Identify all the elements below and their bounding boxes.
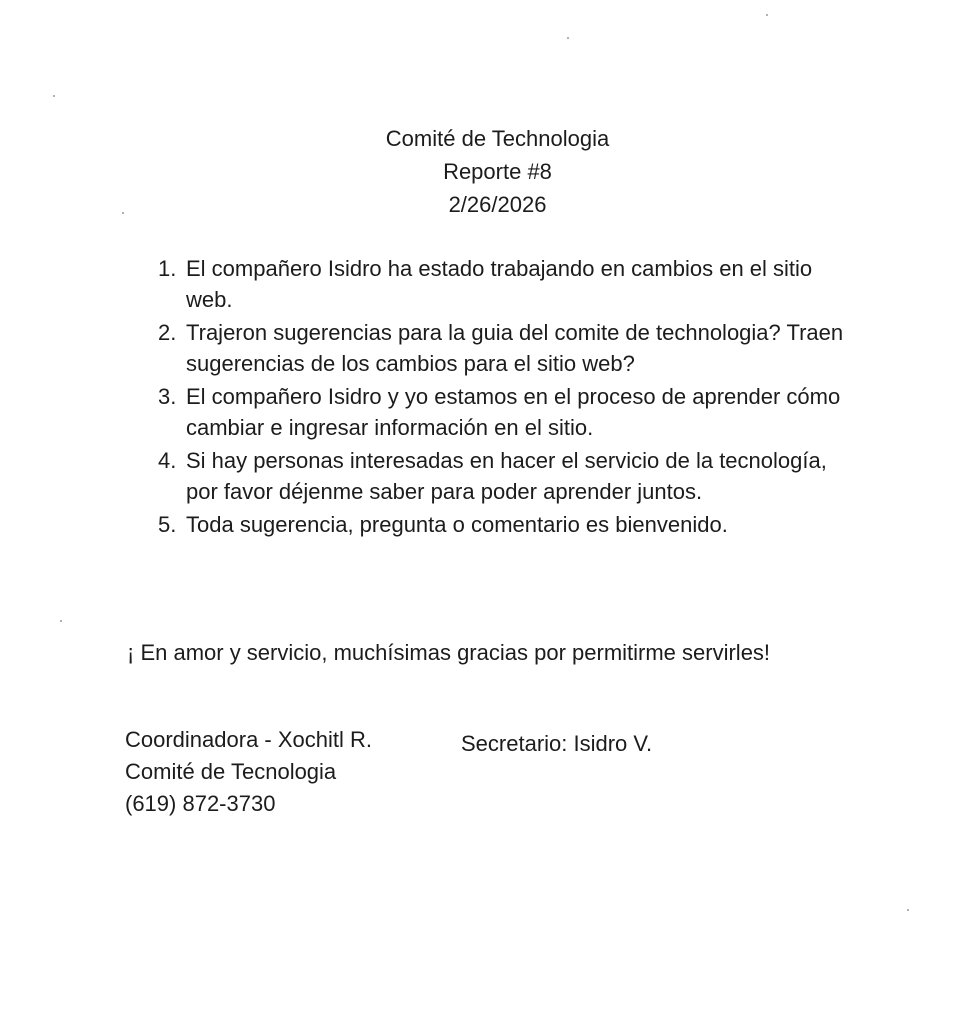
scan-speck [766,14,768,16]
scan-speck [60,620,62,622]
committee-title: Comité de Technologia [385,126,610,151]
list-item-number: 3. [158,384,177,409]
scan-speck [907,909,909,911]
list-item [150,318,850,379]
list-item-number: 4. [158,448,177,473]
report-number: Reporte #8 [443,159,552,184]
secretary-name: Secretario: Isidro V. [461,731,653,756]
list-item-text: El compañero Isidro y yo estamos en el proceso de aprender cómo cambiar e ingresar información en el sitio. [186,384,841,440]
scan-speck [122,212,124,214]
list-item-text: Trajeron sugerencias para la guia del comite de technologia? Traen sugerencias de los cambios para el sitio web? [186,320,844,376]
list-item [150,382,850,443]
scan-speck [567,37,569,39]
closing-line: ¡ En amor y servicio, muchísimas gracias por permitirme servirles! [127,640,771,665]
coordinator-signature-block [125,724,372,820]
report-date: 2/26/2026 [448,192,547,217]
list-item-text: El compañero Isidro ha estado trabajando en cambios en el sitio web. [186,256,813,312]
report-items-list [150,254,850,544]
list-item-number: 5. [158,512,177,537]
list-item-text: Si hay personas interesadas en hacer el servicio de la tecnología, por favor déjenme saber para poder aprender juntos. [186,448,827,504]
list-item-number: 2. [158,320,177,345]
signature-committee: Comité de Tecnologia [125,759,337,784]
list-item-number: 1. [158,256,177,281]
list-item [150,446,850,507]
phone-number: (619) 872-3730 [125,791,276,816]
coordinator-name: Coordinadora - Xochitl R. [125,727,373,752]
report-header [300,122,695,221]
list-item-text: Toda sugerencia, pregunta o comentario es bienvenido. [186,512,728,537]
scan-speck [53,95,55,97]
list-item [150,254,850,315]
list-item [150,510,850,541]
